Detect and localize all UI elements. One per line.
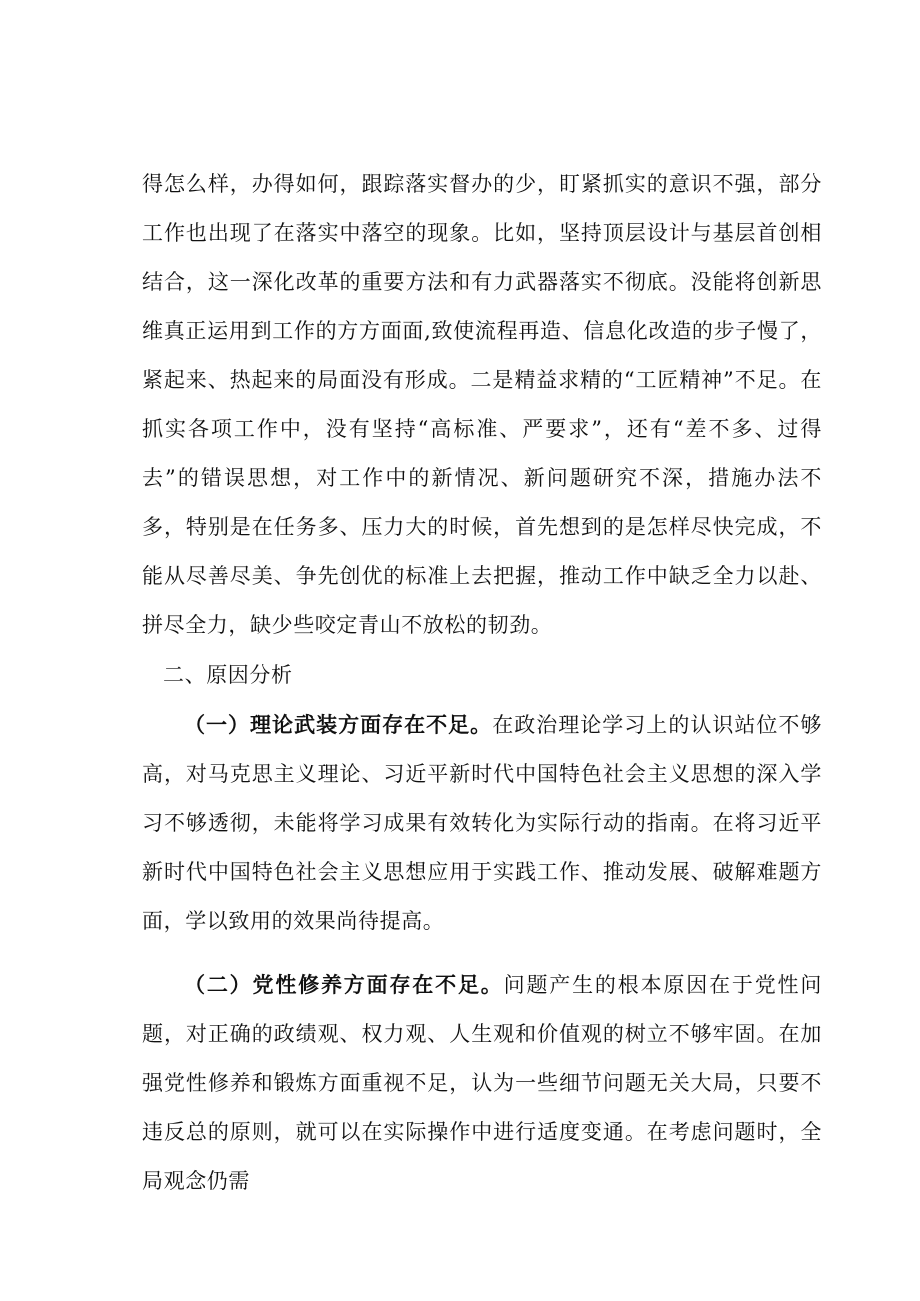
subsection-1-title: （一）理论武装方面存在不足。	[184, 712, 493, 737]
document-body	[142, 160, 822, 1206]
paragraph-continuation: 得怎么样，办得如何，跟踪落实督办的少，盯紧抓实的意识不强，部分工作也出现了在落实中落空的现象。比如，坚持顶层设计与基层首创相结合，这一深化改革的重要方法和有力武器落实不彻底。没能将创新思维真正运用到工作的方方面面,致使流程再造、信息化改造的步子慢了，紧起来、热起来的局面没有形成。二是精益求精的“工匠精神”不足。在抓实各项工作中，没有坚持“高标准、严要求”，还有“差不多、过得去”的错误思想，对工作中的新情况、新问题研究不深，措施办法不多，特别是在任务多、压力大的时候，首先想到的是怎样尽快完成，不能从尽善尽美、争先创优的标准上去把握，推动工作中缺乏全力以赴、拼尽全力，缺少些咬定青山不放松的韧劲。	[142, 172, 822, 637]
subsection-2-paragraph	[142, 960, 822, 1206]
subsection-1-body: 在政治理论学习上的认识站位不够高，对马克思主义理论、习近平新时代中国特色社会主义思想的深入学习不够透彻，未能将学习成果有效转化为实际行动的指南。在将习近平新时代中国特色社会主义思想应用于实践工作、推动发展、破解难题方面，学以致用的效果尚待提高。	[142, 713, 822, 933]
subsection-2-title: （二）党性修养方面存在不足。	[184, 972, 504, 997]
subsection-2-body: 问题产生的根本原因在于党性问题，对正确的政绩观、权力观、人生观和价值观的树立不够牢固。在加强党性修养和锻炼方面重视不足，认为一些细节问题无关大局，只要不违反总的原则，就可以在实际操作中进行适度变通。在考虑问题时，全局观念仍需	[142, 973, 822, 1193]
subsection-1-paragraph	[142, 700, 822, 946]
section-heading: 二、原因分析	[163, 663, 293, 687]
